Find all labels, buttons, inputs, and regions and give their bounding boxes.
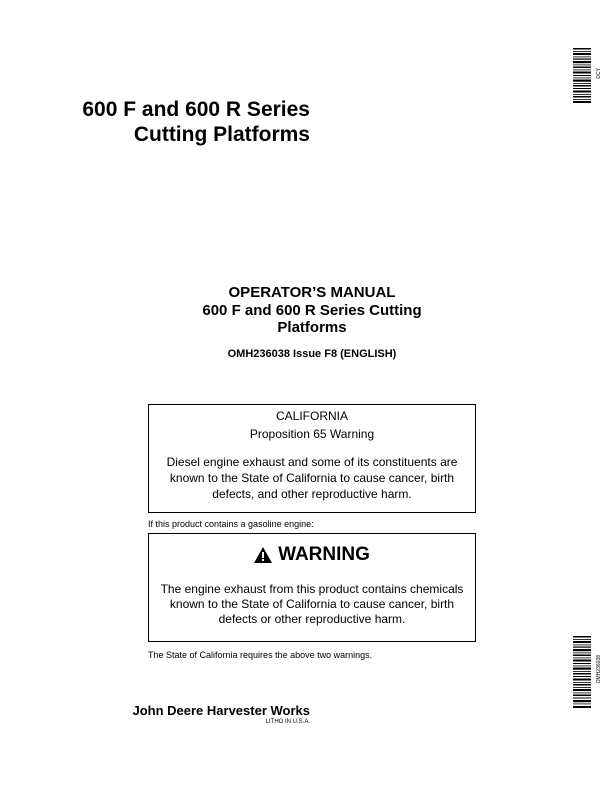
manual-heading: OPERATOR’S MANUAL xyxy=(228,284,396,301)
manual-id: OMH236038 Issue F8 (ENGLISH) xyxy=(227,348,397,360)
manual-subtitle-line-2: Platforms xyxy=(277,319,347,336)
document-title xyxy=(82,97,310,147)
warning-triangle-icon xyxy=(254,547,272,563)
manual-subtitle-line-1: 600 F and 600 R Series Cutting xyxy=(202,302,422,319)
litho-note: LITHO IN U.S.A. xyxy=(265,719,310,725)
footer xyxy=(132,703,310,725)
warning-header xyxy=(149,544,475,566)
california-warning-text: Diesel engine exhaust and some of its constituents are known to the State of California to cause cancer, birth defects, and other reproductive harm. xyxy=(166,455,458,501)
proposition-heading: Proposition 65 Warning xyxy=(249,427,375,441)
gasoline-warning-box xyxy=(148,533,476,642)
california-heading: CALIFORNIA xyxy=(275,409,348,423)
manual-header xyxy=(148,284,476,360)
bottom-barcode xyxy=(573,636,591,708)
warning-heading: WARNING xyxy=(278,544,370,565)
state-requirement-note: The State of California requires the above two warnings. xyxy=(148,650,373,660)
top-barcode xyxy=(573,48,591,103)
warning-text: The engine exhaust from this product contains chemicals known to the State of California to cause cancer, birth defects or other reproductive harm. xyxy=(160,582,464,626)
top-barcode-label: DCY xyxy=(596,68,602,79)
bottom-barcode-label: OMH236038 xyxy=(596,655,602,684)
california-warning-box xyxy=(148,404,476,513)
title-line-2: Cutting Platforms xyxy=(133,123,310,146)
gasoline-engine-note: If this product contains a gasoline engine: xyxy=(148,519,314,529)
manufacturer-name: John Deere Harvester Works xyxy=(132,703,310,718)
title-line-1: 600 F and 600 R Series xyxy=(82,98,310,121)
